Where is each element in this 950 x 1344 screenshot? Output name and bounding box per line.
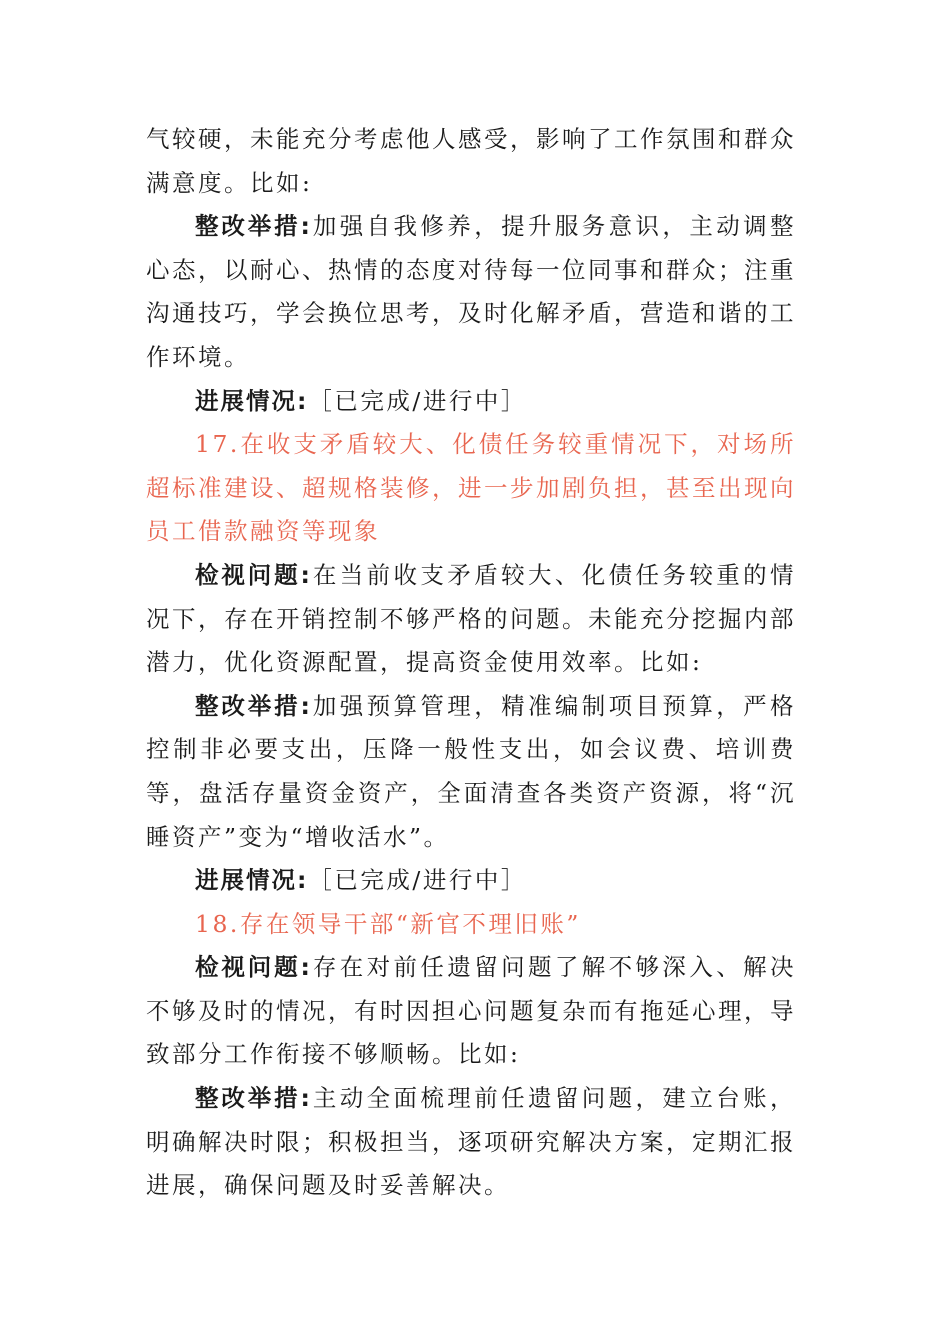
- measures-label: 整改举措:: [195, 212, 312, 241]
- progress-paragraph: [146, 380, 796, 424]
- measures-label: 整改举措:: [195, 691, 312, 720]
- issue-text: 在当前收支矛盾较大、化债任务较重的情况下，存在开销控制不够严格的问题。未能充分挖掘内部潜力，优化资源配置，提高资金使用效率。比如:: [146, 560, 796, 677]
- progress-text: ［已完成/进行中］: [308, 386, 527, 415]
- item-heading-18: 18.存在领导干部“新官不理旧账”: [195, 909, 581, 938]
- document-body: [146, 118, 796, 1208]
- issue-paragraph: [146, 946, 796, 1077]
- issue-text: 存在对前任遗留问题了解不够深入、解决不够及时的情况，有时因担心问题复杂而有拖延心理，导致部分工作衔接不够顺畅。比如:: [146, 953, 796, 1069]
- measures-label: 整改举措:: [195, 1084, 312, 1113]
- progress-text: ［已完成/进行中］: [308, 866, 527, 895]
- issue-paragraph: [146, 554, 796, 685]
- progress-label: 进展情况:: [195, 866, 309, 895]
- measures-paragraph: [146, 205, 796, 379]
- measures-text: 主动全面梳理前任遗留问题，建立台账，明确解决时限；积极担当，逐项研究解决方案，定期汇报进展，确保问题及时妥善解决。: [146, 1084, 796, 1200]
- measures-text: 加强预算管理，精准编制项目预算，严格控制非必要支出，压降一般性支出，如会议费、培训费等，盘活存量资金资产，全面清查各类资产资源，将“沉睡资产”变为“增收活水”。: [146, 691, 796, 851]
- issue-label: 检视问题:: [195, 560, 312, 589]
- continuation-paragraph: 气较硬，未能充分考虑他人感受，影响了工作氛围和群众满意度。比如:: [146, 125, 796, 197]
- measures-paragraph: [146, 1077, 796, 1208]
- issue-label: 检视问题:: [195, 953, 312, 982]
- measures-paragraph: [146, 685, 796, 859]
- progress-paragraph: [146, 859, 796, 903]
- progress-label: 进展情况:: [195, 386, 309, 415]
- item-heading-17: 17.在收支矛盾较大、化债任务较重情况下，对场所超标准建设、超规格装修，进一步加剧负担，甚至出现向员工借款融资等现象: [146, 430, 796, 546]
- measures-text: 加强自我修养，提升服务意识，主动调整心态，以耐心、热情的态度对待每一位同事和群众；注重沟通技巧，学会换位思考，及时化解矛盾，营造和谐的工作环境。: [146, 212, 796, 371]
